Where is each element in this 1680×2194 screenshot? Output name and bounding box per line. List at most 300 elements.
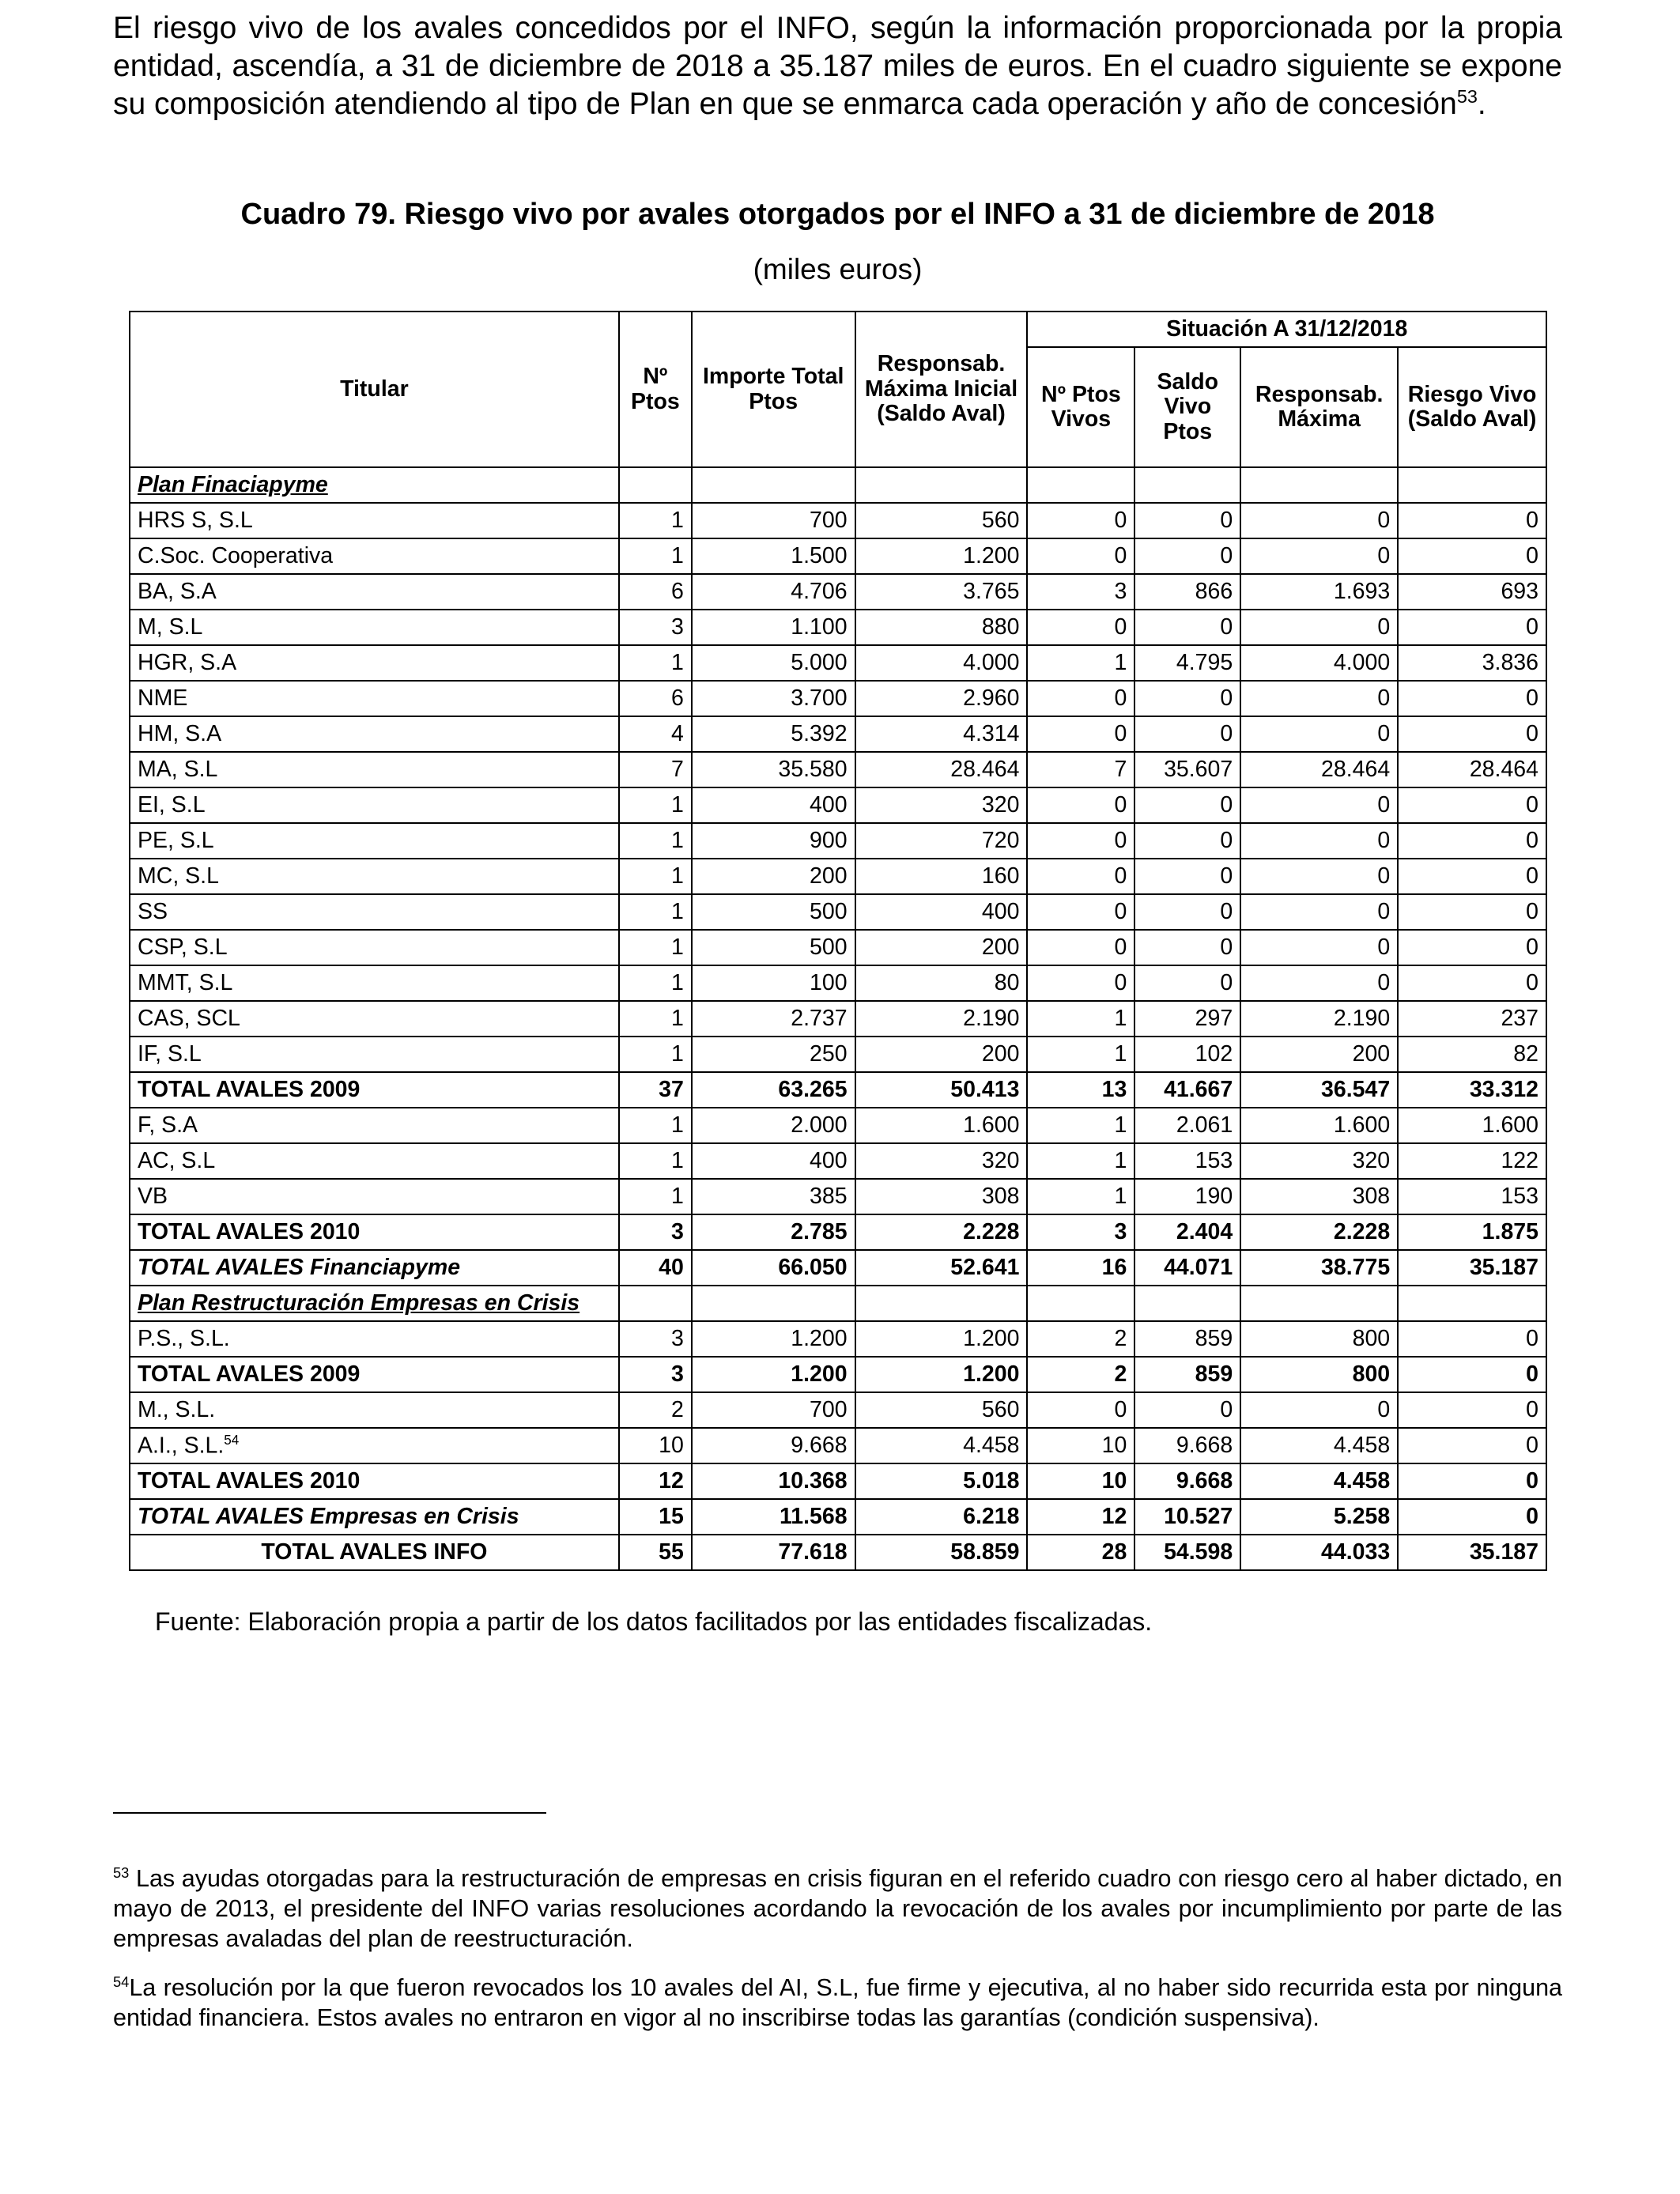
table-row: [130, 787, 1546, 823]
cell-value: 385: [692, 1179, 855, 1214]
cell-value: [1240, 467, 1398, 503]
cell-value: 859: [1134, 1357, 1240, 1392]
cell-value: [692, 467, 855, 503]
cell-value: [1027, 1286, 1134, 1321]
cell-value: 0: [1398, 503, 1546, 538]
cell-value: 700: [692, 1392, 855, 1428]
cell-value: 66.050: [692, 1250, 855, 1286]
cell-value: 1.875: [1398, 1214, 1546, 1250]
cell-value: 0: [1134, 930, 1240, 965]
cell-value: 2: [1027, 1321, 1134, 1357]
cell-value: 3: [619, 610, 692, 645]
cell-value: 0: [1027, 859, 1134, 894]
cell-value: 0: [1134, 610, 1240, 645]
cell-value: 2.785: [692, 1214, 855, 1250]
cell-titular: [130, 1357, 619, 1392]
table-row-total: [130, 1357, 1546, 1392]
titular-text: M, S.L: [138, 614, 203, 640]
cell-value: 102: [1134, 1037, 1240, 1072]
cell-value: 0: [1134, 681, 1240, 716]
cell-value: 13: [1027, 1072, 1134, 1108]
cell-titular: [130, 752, 619, 787]
cell-value: 0: [1134, 965, 1240, 1001]
cell-value: 1: [619, 859, 692, 894]
header-n-vivos: Nº Ptos Vivos: [1027, 347, 1134, 467]
cell-value: 54.598: [1134, 1535, 1240, 1570]
cell-value: 0: [1240, 716, 1398, 752]
titular-text: BA, S.A: [138, 578, 217, 604]
cell-value: 40: [619, 1250, 692, 1286]
cell-value: 1: [619, 823, 692, 859]
cell-value: 4.706: [692, 574, 855, 610]
cell-value: 1: [619, 930, 692, 965]
cell-value: 0: [1240, 610, 1398, 645]
table-row: [130, 645, 1546, 681]
table-row: [130, 503, 1546, 538]
cell-titular: [130, 1392, 619, 1428]
cell-value: 1: [619, 965, 692, 1001]
cell-titular: [130, 1463, 619, 1499]
cell-value: 0: [1240, 1392, 1398, 1428]
cell-titular: [130, 930, 619, 965]
cell-value: 0: [1398, 965, 1546, 1001]
cell-value: 0: [1398, 538, 1546, 574]
cell-value: 1: [1027, 1108, 1134, 1143]
cell-value: 693: [1398, 574, 1546, 610]
cell-titular: [130, 1179, 619, 1214]
footnote-53: [113, 1864, 1562, 1954]
cell-value: 1: [619, 1143, 692, 1179]
cell-value: 308: [855, 1179, 1028, 1214]
table-caption: Cuadro 79. Riesgo vivo por avales otorgados por el INFO a 31 de diciembre de 2018: [240, 198, 1435, 231]
cell-titular: [130, 610, 619, 645]
cell-value: 41.667: [1134, 1072, 1240, 1108]
cell-value: 0: [1240, 787, 1398, 823]
cell-value: 4: [619, 716, 692, 752]
cell-value: 12: [619, 1463, 692, 1499]
cell-value: 2.190: [1240, 1001, 1398, 1037]
cell-value: 7: [619, 752, 692, 787]
cell-value: 190: [1134, 1179, 1240, 1214]
cell-value: 122: [1398, 1143, 1546, 1179]
titular-text: P.S., S.L.: [138, 1325, 230, 1351]
cell-value: 10.527: [1134, 1499, 1240, 1535]
cell-value: 4.314: [855, 716, 1028, 752]
cell-value: 200: [1240, 1037, 1398, 1072]
cell-value: 0: [1134, 716, 1240, 752]
cell-value: 1.200: [692, 1357, 855, 1392]
cell-value: 5.018: [855, 1463, 1028, 1499]
cell-value: [619, 1286, 692, 1321]
table-row-total: [130, 1072, 1546, 1108]
cell-value: 0: [1240, 681, 1398, 716]
cell-value: 200: [855, 1037, 1028, 1072]
cell-value: 4.000: [855, 645, 1028, 681]
table-row: [130, 681, 1546, 716]
cell-value: 0: [1398, 930, 1546, 965]
cell-value: 560: [855, 503, 1028, 538]
cell-value: 800: [1240, 1357, 1398, 1392]
cell-value: [692, 1286, 855, 1321]
cell-value: 52.641: [855, 1250, 1028, 1286]
table-row: [130, 1392, 1546, 1428]
cell-value: 1.500: [692, 538, 855, 574]
cell-value: 1: [619, 787, 692, 823]
cell-value: 0: [1027, 894, 1134, 930]
cell-value: 11.568: [692, 1499, 855, 1535]
cell-value: 0: [1398, 823, 1546, 859]
table-row: [130, 538, 1546, 574]
cell-value: 1.100: [692, 610, 855, 645]
cell-value: 35.580: [692, 752, 855, 787]
footnote-separator: [113, 1812, 546, 1814]
cell-value: 2.960: [855, 681, 1028, 716]
cell-value: 0: [1027, 930, 1134, 965]
cell-titular: [130, 716, 619, 752]
cell-value: 160: [855, 859, 1028, 894]
cell-value: 1: [619, 503, 692, 538]
cell-value: 4.458: [1240, 1428, 1398, 1463]
avales-table: [129, 311, 1547, 1571]
cell-value: 28: [1027, 1535, 1134, 1570]
cell-value: 0: [1134, 859, 1240, 894]
cell-value: 0: [1134, 787, 1240, 823]
table-row: [130, 859, 1546, 894]
titular-text: IF, S.L: [138, 1040, 202, 1067]
table-units: (miles euros): [753, 253, 923, 285]
cell-value: 720: [855, 823, 1028, 859]
cell-value: 3.836: [1398, 645, 1546, 681]
cell-value: 28.464: [1240, 752, 1398, 787]
titular-text: TOTAL AVALES 2010: [138, 1467, 361, 1494]
cell-titular: [130, 467, 619, 503]
table-row-itotal: [130, 1250, 1546, 1286]
cell-value: 700: [692, 503, 855, 538]
cell-value: 1: [619, 1179, 692, 1214]
cell-value: 200: [692, 859, 855, 894]
cell-value: 0: [1398, 1392, 1546, 1428]
cell-value: 9.668: [1134, 1428, 1240, 1463]
cell-value: 900: [692, 823, 855, 859]
cell-titular: [130, 538, 619, 574]
cell-value: 3.765: [855, 574, 1028, 610]
footnote-54-text: La resolución por la que fueron revocados los 10 avales del AI, S.L, fue firme y ejecutiva, al no haber sido recurrida esta por ninguna entidad financiera. Estos avales no entraron en vigor al no inscribirse todas las garantías (condición suspensiva).: [113, 1974, 1562, 2031]
cell-value: 2.000: [692, 1108, 855, 1143]
cell-value: 297: [1134, 1001, 1240, 1037]
cell-value: 2.190: [855, 1001, 1028, 1037]
cell-value: 866: [1134, 574, 1240, 610]
cell-value: 500: [692, 930, 855, 965]
cell-titular: [130, 574, 619, 610]
titular-text: C.Soc. Cooperativa: [138, 542, 334, 568]
cell-value: 0: [1240, 859, 1398, 894]
cell-value: 0: [1398, 787, 1546, 823]
cell-value: 0: [1134, 894, 1240, 930]
cell-value: 10.368: [692, 1463, 855, 1499]
cell-value: 859: [1134, 1321, 1240, 1357]
cell-value: 0: [1240, 894, 1398, 930]
cell-value: 0: [1398, 1499, 1546, 1535]
cell-value: 6: [619, 574, 692, 610]
table-row-itotal: [130, 1499, 1546, 1535]
cell-value: 82: [1398, 1037, 1546, 1072]
table-row: [130, 1001, 1546, 1037]
cell-value: 0: [1398, 1463, 1546, 1499]
cell-value: 0: [1398, 716, 1546, 752]
cell-titular: [130, 859, 619, 894]
cell-value: 15: [619, 1499, 692, 1535]
cell-value: 35.187: [1398, 1250, 1546, 1286]
cell-value: 10: [1027, 1428, 1134, 1463]
cell-value: 50.413: [855, 1072, 1028, 1108]
cell-value: 3.700: [692, 681, 855, 716]
cell-value: 55: [619, 1535, 692, 1570]
cell-value: 2.228: [1240, 1214, 1398, 1250]
cell-value: 0: [1027, 681, 1134, 716]
cell-value: 4.795: [1134, 645, 1240, 681]
table-row: [130, 1037, 1546, 1072]
cell-value: 1: [619, 645, 692, 681]
header-resp-inicial: Responsab. Máxima Inicial (Saldo Aval): [855, 312, 1028, 467]
titular-text: TOTAL AVALES Financiapyme: [138, 1254, 461, 1280]
intro-paragraph: [113, 9, 1562, 123]
cell-value: 5.000: [692, 645, 855, 681]
cell-value: 0: [1027, 716, 1134, 752]
cell-titular: [130, 1286, 619, 1321]
titular-text: MA, S.L: [138, 756, 218, 782]
table-body: [130, 467, 1546, 1570]
footnote-53-marker: 53: [113, 1864, 130, 1881]
cell-value: 1.200: [692, 1321, 855, 1357]
titular-text: NME: [138, 685, 188, 711]
titular-text: TOTAL AVALES 2010: [138, 1218, 361, 1244]
cell-titular: [130, 965, 619, 1001]
titular-text: PE, S.L: [138, 827, 214, 853]
cell-value: 153: [1134, 1143, 1240, 1179]
cell-value: 0: [1398, 1357, 1546, 1392]
table-row: [130, 1143, 1546, 1179]
cell-value: 400: [855, 894, 1028, 930]
cell-titular: [130, 1072, 619, 1108]
cell-titular: [130, 503, 619, 538]
cell-value: 153: [1398, 1179, 1546, 1214]
cell-value: 320: [1240, 1143, 1398, 1179]
titular-text: Plan Finaciapyme: [138, 471, 328, 497]
titular-text: CSP, S.L: [138, 934, 228, 960]
cell-value: [1027, 467, 1134, 503]
cell-titular: [130, 645, 619, 681]
table-row: [130, 716, 1546, 752]
cell-value: 0: [1134, 823, 1240, 859]
cell-value: 3: [619, 1321, 692, 1357]
cell-value: 0: [1398, 610, 1546, 645]
cell-titular: [130, 681, 619, 716]
cell-value: 1: [619, 894, 692, 930]
cell-value: 44.033: [1240, 1535, 1398, 1570]
cell-titular: [130, 1143, 619, 1179]
cell-value: 5.392: [692, 716, 855, 752]
cell-value: 0: [1134, 503, 1240, 538]
cell-value: 0: [1027, 823, 1134, 859]
table-row-total: [130, 1463, 1546, 1499]
footnote-54: [113, 1973, 1562, 2033]
footnote-ref-53[interactable]: 53: [1456, 86, 1478, 107]
titular-text: TOTAL AVALES Empresas en Crisis: [138, 1503, 519, 1529]
cell-value: 200: [855, 930, 1028, 965]
titular-text: EI, S.L: [138, 791, 206, 818]
titular-text: TOTAL AVALES 2009: [138, 1076, 361, 1102]
cell-value: 2.061: [1134, 1108, 1240, 1143]
cell-value: 308: [1240, 1179, 1398, 1214]
cell-value: 0: [1398, 681, 1546, 716]
cell-value: [1134, 467, 1240, 503]
footnote-53-text: Las ayudas otorgadas para la restructuración de empresas en crisis figuran en el referido cuadro con riesgo cero al haber dictado, en mayo de 2013, el presidente del INFO varias resoluciones acordando la revocación de los avales por incumplimiento por parte de las empresas avaladas del plan de reestructuración.: [113, 1865, 1562, 1952]
titular-text: TOTAL AVALES 2009: [138, 1361, 361, 1387]
cell-value: 7: [1027, 752, 1134, 787]
cell-value: 2: [1027, 1357, 1134, 1392]
cell-value: 560: [855, 1392, 1028, 1428]
titular-text: MC, S.L: [138, 863, 219, 889]
table-row-total: [130, 1214, 1546, 1250]
cell-value: 28.464: [1398, 752, 1546, 787]
table-row: [130, 965, 1546, 1001]
cell-value: 3: [1027, 1214, 1134, 1250]
cell-value: 1: [1027, 645, 1134, 681]
titular-text: SS: [138, 898, 168, 924]
cell-value: 1.600: [1398, 1108, 1546, 1143]
table-row-section: [130, 467, 1546, 503]
cell-titular: [130, 1321, 619, 1357]
cell-value: 237: [1398, 1001, 1546, 1037]
cell-value: 0: [1134, 1392, 1240, 1428]
cell-value: 44.071: [1134, 1250, 1240, 1286]
cell-value: 0: [1240, 930, 1398, 965]
cell-value: 1.200: [855, 1321, 1028, 1357]
cell-titular: [130, 1499, 619, 1535]
cell-value: [855, 467, 1028, 503]
cell-value: 1: [1027, 1143, 1134, 1179]
cell-value: [1398, 467, 1546, 503]
cell-value: 1.600: [855, 1108, 1028, 1143]
cell-value: 37: [619, 1072, 692, 1108]
cell-value: 6.218: [855, 1499, 1028, 1535]
cell-value: 1.600: [1240, 1108, 1398, 1143]
cell-value: 0: [1398, 859, 1546, 894]
cell-value: 500: [692, 894, 855, 930]
cell-value: 12: [1027, 1499, 1134, 1535]
titular-text: A.I., S.L.: [138, 1433, 225, 1459]
cell-value: 80: [855, 965, 1028, 1001]
titular-text: M., S.L.: [138, 1396, 216, 1422]
intro-text: El riesgo vivo de los avales concedidos por el INFO, según la información proporcionada por la propia entidad, ascendía, a 31 de diciembre de 2018 a 35.187 miles de euros. En el cuadro siguiente se expone su composición atendiendo al tipo de Plan en que se enmarca cada operación y año de concesión: [113, 11, 1562, 121]
cell-value: 1.693: [1240, 574, 1398, 610]
cell-value: 0: [1027, 965, 1134, 1001]
cell-value: 3: [619, 1357, 692, 1392]
titular-text: AC, S.L: [138, 1147, 216, 1173]
header-resp-maxima: Responsab. Máxima: [1240, 347, 1398, 467]
cell-value: 880: [855, 610, 1028, 645]
cell-value: 100: [692, 965, 855, 1001]
source-note: Fuente: Elaboración propia a partir de los datos facilitados por las entidades fiscalizadas.: [155, 1607, 1153, 1636]
intro-end: .: [1477, 87, 1486, 121]
cell-value: 2.404: [1134, 1214, 1240, 1250]
cell-value: 5.258: [1240, 1499, 1398, 1535]
cell-titular: [130, 823, 619, 859]
cell-value: 38.775: [1240, 1250, 1398, 1286]
cell-titular: [130, 894, 619, 930]
cell-value: 1.200: [855, 1357, 1028, 1392]
header-situacion: Situación A 31/12/2018: [1027, 312, 1546, 347]
table-row: [130, 752, 1546, 787]
cell-value: 0: [1240, 823, 1398, 859]
cell-value: 2: [619, 1392, 692, 1428]
cell-value: 1: [619, 538, 692, 574]
cell-value: 800: [1240, 1321, 1398, 1357]
cell-value: [1398, 1286, 1546, 1321]
cell-titular: [130, 1037, 619, 1072]
cell-value: 9.668: [692, 1428, 855, 1463]
cell-titular: [130, 787, 619, 823]
cell-value: 320: [855, 787, 1028, 823]
cell-value: 3: [619, 1214, 692, 1250]
table-row: [130, 574, 1546, 610]
cell-value: 1.200: [855, 538, 1028, 574]
cell-titular: [130, 1535, 619, 1570]
titular-text: MMT, S.L: [138, 969, 233, 995]
footnote-ref-54[interactable]: 54: [224, 1432, 240, 1448]
cell-value: 1: [1027, 1001, 1134, 1037]
cell-value: 6: [619, 681, 692, 716]
cell-value: [619, 467, 692, 503]
cell-value: 36.547: [1240, 1072, 1398, 1108]
table-row: [130, 1428, 1546, 1463]
cell-value: 400: [692, 1143, 855, 1179]
titular-text: HRS S, S.L: [138, 507, 253, 533]
cell-value: [1240, 1286, 1398, 1321]
table-row: [130, 894, 1546, 930]
cell-value: 33.312: [1398, 1072, 1546, 1108]
cell-value: 4.458: [1240, 1463, 1398, 1499]
cell-value: 0: [1027, 1392, 1134, 1428]
cell-value: 0: [1027, 610, 1134, 645]
titular-text: HGR, S.A: [138, 649, 237, 675]
cell-value: 0: [1240, 503, 1398, 538]
cell-value: 1: [1027, 1179, 1134, 1214]
cell-value: 320: [855, 1143, 1028, 1179]
cell-value: 28.464: [855, 752, 1028, 787]
cell-value: 0: [1027, 538, 1134, 574]
table-row: [130, 930, 1546, 965]
cell-titular: [130, 1428, 619, 1463]
header-saldo-vivo: Saldo Vivo Ptos: [1134, 347, 1240, 467]
cell-value: [1134, 1286, 1240, 1321]
header-titular: Titular: [130, 312, 619, 467]
titular-text: VB: [138, 1183, 168, 1209]
table-row: [130, 610, 1546, 645]
cell-value: 0: [1134, 538, 1240, 574]
header-n-ptos: Nº Ptos: [619, 312, 692, 467]
cell-value: 250: [692, 1037, 855, 1072]
cell-value: 0: [1027, 503, 1134, 538]
cell-value: 0: [1240, 965, 1398, 1001]
cell-value: 0: [1398, 894, 1546, 930]
titular-text: HM, S.A: [138, 720, 222, 746]
cell-value: 4.000: [1240, 645, 1398, 681]
cell-value: 3: [1027, 574, 1134, 610]
cell-value: 0: [1027, 787, 1134, 823]
footnote-54-marker: 54: [113, 1973, 130, 1990]
titular-text: Plan Restructuración Empresas en Crisis: [138, 1290, 580, 1316]
